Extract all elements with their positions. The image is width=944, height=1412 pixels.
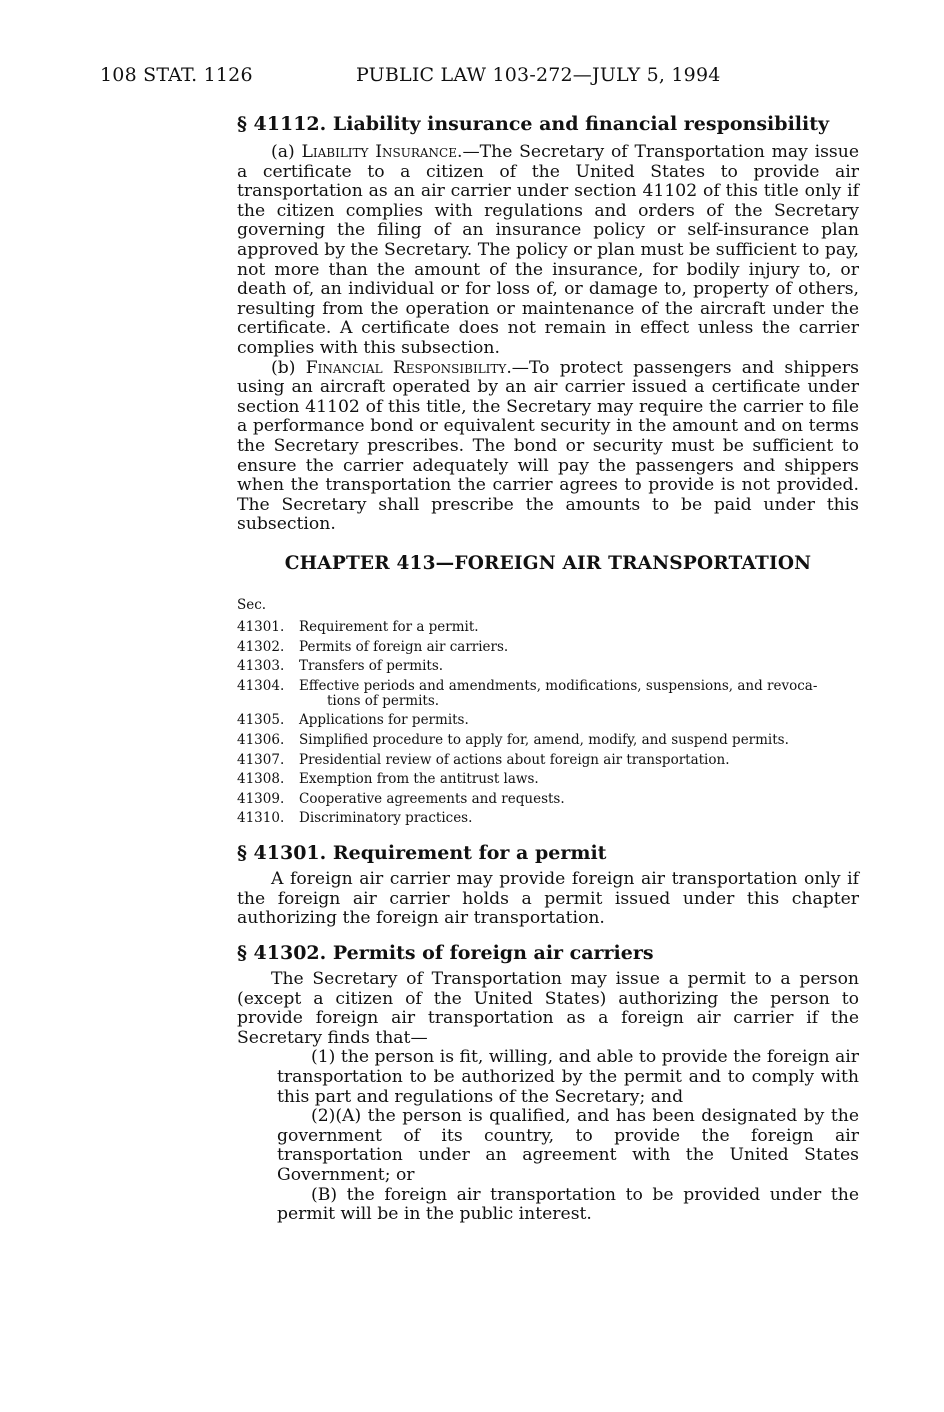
toc-item-title-text: Simplified procedure to apply for, amend, modify, and suspend permits. xyxy=(299,731,789,748)
toc-item xyxy=(237,811,859,826)
toc-item-title xyxy=(299,640,859,655)
toc-item-title-text: Cooperative agreements and requests. xyxy=(299,790,565,807)
toc-item-number: 41305. xyxy=(237,712,285,729)
toc-item-number: 41309. xyxy=(237,790,285,807)
toc-item-title xyxy=(299,772,859,787)
toc-item-title xyxy=(299,659,859,674)
section-text: A foreign air carrier may provide foreign air transportation only if the foreign air carrier holds a permit issued under this chapter authorizing the foreign air transportation. xyxy=(237,869,859,929)
subsection-b xyxy=(237,359,859,535)
paragraph-1: (1) the person is fit, willing, and able to provide the foreign air transportation to be authorized by the permit and to comply with this part and regulations of the Secretary; and xyxy=(277,1047,859,1107)
toc-item xyxy=(237,679,859,709)
section-heading: § 41302. Permits of foreign air carriers xyxy=(237,942,654,964)
statute-page-number: 108 STAT. 1126 xyxy=(100,64,253,86)
toc-item-number: 41304. xyxy=(237,677,285,694)
toc-item-title-text: Applications for permits. xyxy=(299,712,469,729)
paragraph-2b: (B) the foreign air transportation to be provided under the permit will be in the public interest. xyxy=(277,1184,859,1225)
toc-item-title xyxy=(299,733,859,748)
toc-item-number: 41310. xyxy=(237,810,285,827)
toc-item xyxy=(237,753,859,768)
toc-item-number: 41301. xyxy=(237,619,285,635)
toc-item-number: 41303. xyxy=(237,658,285,675)
toc-item-number: 41308. xyxy=(237,771,285,788)
running-header: PUBLIC LAW 103-272—JULY 5, 1994 xyxy=(356,64,721,86)
chapter-title: CHAPTER 413—FOREIGN AIR TRANSPORTATION xyxy=(284,553,812,574)
toc-item-title-text: Effective periods and amendments, modifications, suspensions, and revoca- xyxy=(299,677,818,694)
subsection-text: —To protect passengers and shippers using an aircraft operated by an air carrier issued a certificate under section 41102 of this title, the Secretary may require the carrier to file a performance bond or equivalent security in the amount and on terms the Secretary prescribes. The bond or security must be sufficient to ensure the carrier adequately will pay the passengers and shippers when the transportation the carrier agrees to provide is not provided. The Secretary shall prescribe the amounts to be paid under this subsection. xyxy=(237,357,859,535)
section-41302 xyxy=(237,942,859,1225)
toc-item-number: 41307. xyxy=(237,751,285,768)
subsection-caption: Financial Responsibility. xyxy=(305,357,512,378)
paragraph-2a: (2)(A) the person is qualified, and has been designated by the government of its country, to provide the foreign air transportation under an agreement with the United States Government; or xyxy=(277,1106,859,1185)
subsection-label: (b) xyxy=(271,357,306,378)
toc-item-number: 41302. xyxy=(237,638,285,655)
section-41301 xyxy=(237,842,859,929)
toc-item xyxy=(237,620,859,635)
toc-item-title-text: Presidential review of actions about foreign air transportation. xyxy=(299,751,730,768)
toc-item xyxy=(237,659,859,674)
toc-item xyxy=(237,640,859,655)
toc-item xyxy=(237,772,859,787)
section-heading: § 41112. Liability insurance and financial responsibility xyxy=(237,113,830,135)
toc-list xyxy=(237,620,859,826)
toc-item-title-continuation: tions of permits. xyxy=(327,692,440,709)
section-41112 xyxy=(237,113,859,535)
toc-item-title xyxy=(299,679,859,709)
section-heading: § 41301. Requirement for a permit xyxy=(237,842,607,864)
toc-item xyxy=(237,792,859,807)
toc-item-title-text: Transfers of permits. xyxy=(299,658,444,675)
toc-sec-label: Sec. xyxy=(237,597,267,613)
chapter-table-of-contents xyxy=(237,596,859,831)
toc-item xyxy=(237,733,859,748)
toc-item-title xyxy=(299,811,859,826)
toc-item-title xyxy=(299,713,859,728)
toc-item xyxy=(237,713,859,728)
subsection-a xyxy=(237,143,859,359)
toc-item-number: 41306. xyxy=(237,731,285,748)
section-intro: The Secretary of Transportation may issue a permit to a person (except a citizen of the United States) authorizing the person to provide foreign air transportation as a foreign air carrier if the Secretary finds that— xyxy=(237,969,859,1048)
toc-item-title-text: Discriminatory practices. xyxy=(299,810,473,827)
toc-item-title-text: Requirement for a permit. xyxy=(299,619,479,635)
toc-item-title xyxy=(299,792,859,807)
toc-item-title xyxy=(299,620,859,635)
toc-item-title xyxy=(299,753,859,768)
subsection-caption: Liability Insurance. xyxy=(301,142,463,162)
subsection-label: (a) xyxy=(271,142,302,162)
subsection-text: —The Secretary of Transportation may issue a certificate to a citizen of the United States to provide air transportation as an air carrier under section 41102 of this title only if the citizen complies with regulations and orders of the Secretary governing the filing of an insurance policy or self-insurance plan approved by the Secretary. The policy or plan must be sufficient to pay, not more than the amount of the insurance, for bodily injury to, or death of, an individual or for loss of, or damage to, property of others, resulting from the operation or maintenance of the aircraft under the certificate. A certificate does not remain in effect unless the carrier complies with this subsection. xyxy=(237,142,859,358)
toc-item-title-text: Exemption from the antitrust laws. xyxy=(299,771,539,788)
toc-item-title-text: Permits of foreign air carriers. xyxy=(299,638,509,655)
